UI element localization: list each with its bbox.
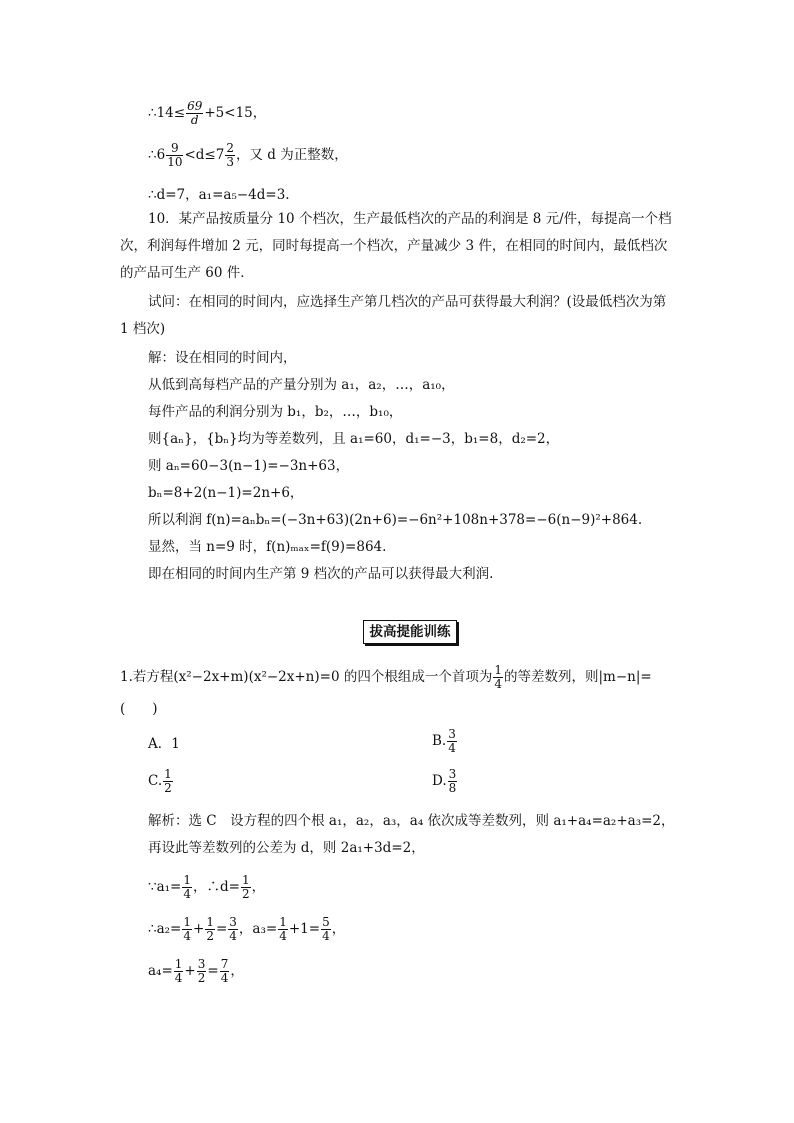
q1-solution-line-4: ∴a₂= $\frac{1}{4}$ + $\frac{1}{2}$ = $\frac{3}{4}$ ，a₃= $\frac{1}{4}$ +1= $\frac{5}{4}$ ， (148, 915, 346, 943)
q1-solution-line-2: 再设此等差数列的公差为 d，则 2a₁+3d=2， (148, 840, 425, 856)
fraction: $\frac{5}{4}$ (322, 915, 330, 943)
q1-solution-line-3: ∵a₁= $\frac{1}{4}$ ，∴d= $\frac{1}{2}$ ， (148, 873, 266, 901)
q1-solution-line-1: 解析：选 C 设方程的四个根 a₁，a₂，a₃，a₄ 依次成等差数列，则 a₁+a₄=a₂+a₃=2， (148, 813, 675, 829)
q1-option-a: A．1 (148, 736, 180, 752)
solution-line-1: ∴14≤ $\frac{69}{d}$ +5<15， (148, 99, 267, 127)
fraction: $\frac{1}{4}$ (183, 873, 192, 901)
solution-line-3: ∴d=7，a₁=a₅−4d=3. (148, 187, 290, 203)
fraction: $\frac{1}{4}$ (183, 915, 192, 943)
q1-answer-paren: ( ) (120, 701, 158, 717)
fraction: $\frac{3}{4}$ (229, 915, 237, 943)
fraction: $\frac{1}{4}$ (279, 915, 287, 943)
fraction: $\frac{3}{8}$ (448, 767, 457, 795)
solution-step: 即在相同的时间内生产第 9 档次的产品可以获得最大利润. (148, 566, 494, 582)
solution-line-2: ∴6 $\frac{9}{10}$ <d≤7 $\frac{2}{3}$ ，又 d 为正整数， (148, 141, 348, 169)
fraction: $\frac{1}{4}$ (174, 957, 183, 985)
fraction: $\frac{9}{10}$ (167, 141, 183, 169)
solution-step: 则 aₙ=60−3(n−1)=−3n+63， (148, 458, 350, 474)
fraction: $\frac{7}{4}$ (220, 957, 229, 985)
solution-step: 从低到高每档产品的产量分别为 a₁，a₂，…，a₁₀， (148, 377, 455, 393)
solution-step: bₙ=8+2(n−1)=2n+6， (148, 485, 304, 501)
problem-10-question: 试问：在相同的时间内，应选择生产第几档次的产品可获得最大利润？(设最低档次为第 1 档次) (120, 294, 667, 337)
q1-option-d: D. $\frac{3}{8}$ (432, 767, 457, 795)
fraction: $\frac{1}{2}$ (241, 873, 250, 901)
fraction: $\frac{69}{d}$ (187, 99, 203, 127)
q1-option-b: B. $\frac{3}{4}$ (432, 727, 456, 755)
solution-step: 每件产品的利润分别为 b₁，b₂，…，b₁₀， (148, 404, 403, 420)
solution-step: 则{aₙ}，{bₙ}均为等差数列，且 a₁=60，d₁=−3，b₁=8，d₂=2， (148, 431, 560, 447)
q1-stem: 1.若方程(x²−2x+m)(x²−2x+n)=0 的四个根组成一个首项为 $\frac{1}{4}$ 的等差数列，则|m−n|= (120, 663, 652, 691)
solution-step: 解：设在相同的时间内， (148, 350, 297, 366)
solution-step: 所以利润 f(n)=aₙbₙ=(−3n+63)(2n+6)=−6n²+108n+378=−6(n−9)²+864. (148, 512, 643, 528)
problem-10-text: 10．某产品按质量分 10 个档次，生产最低档次的产品的利润是 8 元/件，每提高一个档次，利润每件增加 2 元，同时每提高一个档次，产量减少 3 件，在相同的时间内，最低档次的产品可生产 60 件． (120, 211, 672, 281)
fraction: $\frac{2}{3}$ (226, 141, 234, 169)
q1-option-c: C. $\frac{1}{2}$ (148, 767, 172, 795)
fraction: $\frac{1}{2}$ (206, 915, 214, 943)
fraction: $\frac{3}{4}$ (448, 727, 456, 755)
q1-solution-line-5: a₄= $\frac{1}{4}$ + $\frac{3}{2}$ = $\frac{7}{4}$ ， (148, 957, 244, 985)
section-title-box: 拔高提能训练 (363, 620, 457, 644)
solution-step: 显然，当 n=9 时，f(n)ₘₐₓ=f(9)=864. (148, 539, 387, 555)
fraction: $\frac{3}{2}$ (197, 957, 206, 985)
fraction: $\frac{1}{4}$ (494, 663, 502, 691)
fraction: $\frac{1}{2}$ (164, 767, 172, 795)
